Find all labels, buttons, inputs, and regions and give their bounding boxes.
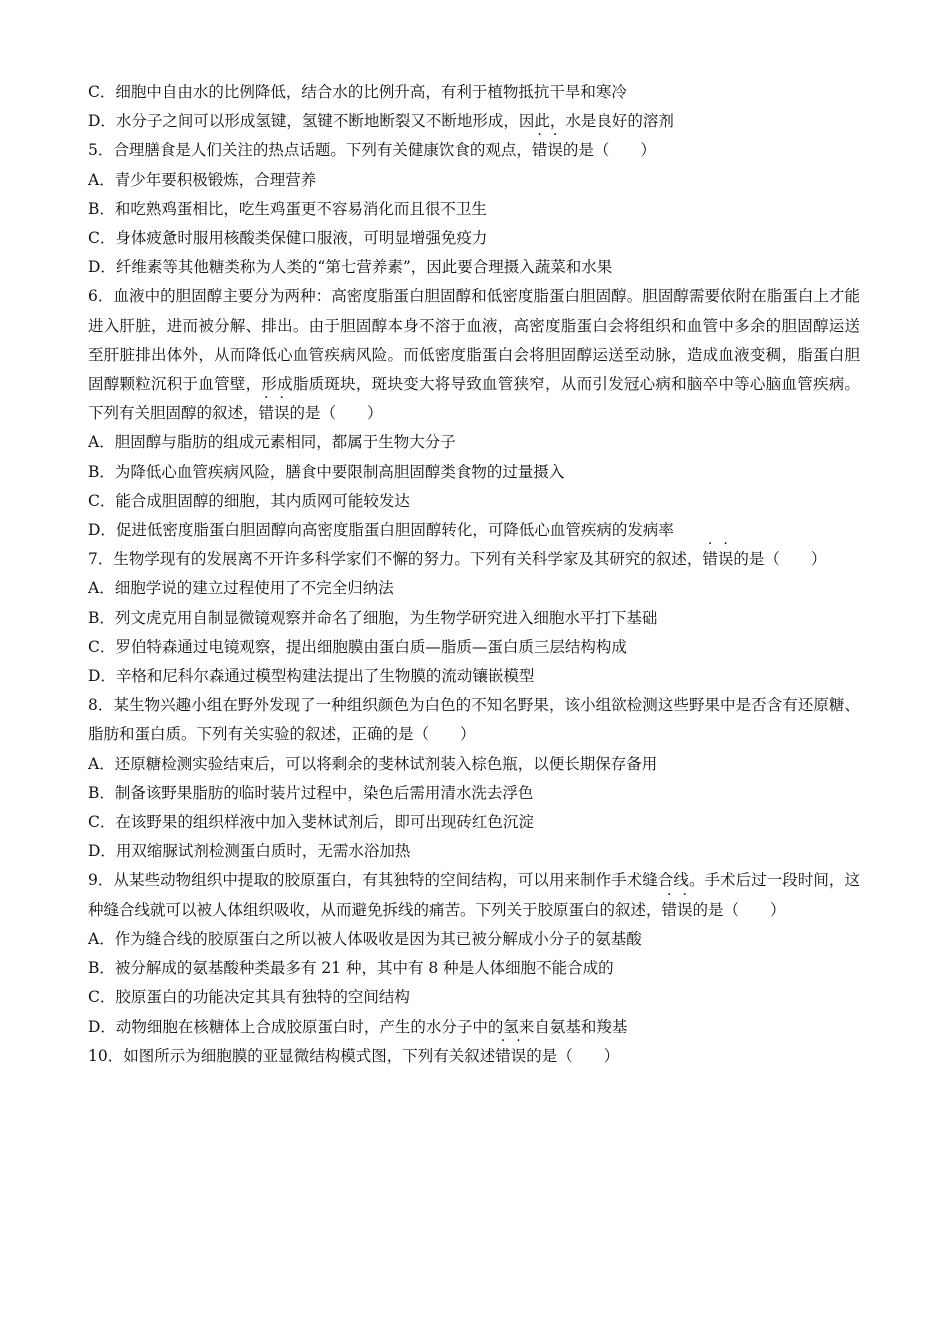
option-line: C．身体疲惫时服用核酸类保健口服液，可明显增强免疫力 [88, 229, 488, 248]
question-tail: 的是（ ） [289, 404, 383, 423]
question-tail: 的是（ ） [692, 900, 786, 919]
question-tail: 的是（ ） [526, 1046, 620, 1065]
option-line: B．为降低心血管疾病风险，膳食中要限制高胆固醇类食物的过量摄入 [88, 462, 565, 481]
document-page [88, 78, 860, 1071]
option-line: C．细胞中自由水的比例降低，结合水的比例升高，有利于植物抵抗干旱和寒冷 [88, 83, 627, 101]
emphasis-dotted-word: 错误 [258, 404, 290, 423]
option-line: D．纤维素等其他糖类称为人类的“第七营养素”，因此要合理摄入蔬菜和水果 [88, 258, 613, 277]
emphasis-dotted-word: 错误 [495, 1046, 527, 1065]
emphasis-dotted-word: 错误 [531, 141, 563, 160]
option-line: D．用双缩脲试剂检测蛋白质时，无需水浴加热 [88, 842, 411, 861]
option-line: D．动物细胞在核糖体上合成胶原蛋白时，产生的水分子中的氢来自氨基和羧基 [88, 1017, 628, 1036]
question-stem [88, 866, 860, 924]
question-stem [88, 136, 860, 165]
option-line: B．被分解成的氨基酸种类最多有 21 种，其中有 8 种是人体细胞不能合成的 [88, 959, 614, 978]
option-line: C．罗伯特森通过电镜观察，提出细胞膜由蛋白质—脂质—蛋白质三层结构构成 [88, 637, 627, 656]
option-line: D．水分子之间可以形成氢键，氢键不断地断裂又不断地形成，因此，水是良好的溶剂 [88, 112, 674, 131]
emphasis-dotted-word: 错误 [702, 550, 734, 569]
question-text: 8．某生物兴趣小组在野外发现了一种组织颜色为白色的不知名野果，该小组欲检测这些野果中是否含有还原糖、脂肪和蛋白质。下列有关实验的叙述，正确的是（ ） [88, 696, 860, 744]
question-stem [88, 1042, 860, 1071]
question-text: 6．血液中的胆固醇主要分为两种：高密度脂蛋白胆固醇和低密度脂蛋白胆固醇。胆固醇需要依附在脂蛋白上才能进入肝脏，进而被分解、排出。由于胆固醇本身不溶于血液，高密度脂蛋白会将组织和血管中多余的胆固醇运送至肝脏排出体外，从而降低心血管疾病风险。而低密度脂蛋白会将胆固醇运送至动脉，造成血液变稠，脂蛋白胆固醇颗粒沉积于血管壁，形成脂质斑块，斑块变大将导致血管狭窄，从而引发冠心病和脑卒中等心脑血管疾病。下列有关胆固醇的叙述， [88, 287, 860, 423]
question-text: 7．生物学现有的发展离不开许多科学家们不懈的努力。下列有关科学家及其研究的叙述， [88, 550, 703, 569]
option-line: C．能合成胆固醇的细胞，其内质网可能较发达 [88, 491, 410, 510]
option-line: B．和吃熟鸡蛋相比，吃生鸡蛋更不容易消化而且很不卫生 [88, 199, 487, 218]
option-line: C．在该野果的组织样液中加入斐林试剂后，即可出现砖红色沉淀 [88, 813, 534, 832]
option-line: B．制备该野果脂肪的临时装片过程中，染色后需用清水洗去浮色 [88, 783, 534, 802]
option-line: A．细胞学说的建立过程使用了不完全归纳法 [88, 579, 394, 598]
option-line: A．胆固醇与脂肪的组成元素相同，都属于生物大分子 [88, 433, 456, 452]
question-tail: 的是（ ） [733, 550, 827, 569]
option-line: A．作为缝合线的胶原蛋白之所以被人体吸收是因为其已被分解成小分子的氨基酸 [88, 929, 642, 948]
question-stem [88, 545, 860, 574]
question-stem [88, 282, 860, 428]
option-line: B．列文虎克用自制显微镜观察并命名了细胞，为生物学研究进入细胞水平打下基础 [88, 608, 658, 627]
option-line: A．青少年要积极锻炼，合理营养 [88, 170, 317, 189]
emphasis-dotted-word: 错误 [661, 900, 693, 919]
question-tail: 的是（ ） [562, 141, 656, 160]
option-line: D．促进低密度脂蛋白胆固醇向高密度脂蛋白胆固醇转化，可降低心血管疾病的发病率 [88, 521, 674, 540]
option-line: A．还原糖检测实验结束后，可以将剩余的斐林试剂装入棕色瓶，以便长期保存备用 [88, 754, 658, 773]
question-text: 10．如图所示为细胞膜的亚显微结构模式图，下列有关叙述 [88, 1046, 496, 1065]
option-line: D．辛格和尼科尔森通过模型构建法提出了生物膜的流动镶嵌模型 [88, 667, 535, 686]
question-stem [88, 691, 860, 749]
question-text: 9．从某些动物组织中提取的胶原蛋白，有其独特的空间结构，可以用来制作手术缝合线。手术后过一段时间，这种缝合线就可以被人体组织吸收，从而避免拆线的痛苦。下列关于胶原蛋白的叙述， [88, 871, 860, 919]
question-text: 5．合理膳食是人们关注的热点话题。下列有关健康饮食的观点， [88, 141, 532, 160]
option-line: C．胶原蛋白的功能决定其具有独特的空间结构 [88, 988, 410, 1007]
